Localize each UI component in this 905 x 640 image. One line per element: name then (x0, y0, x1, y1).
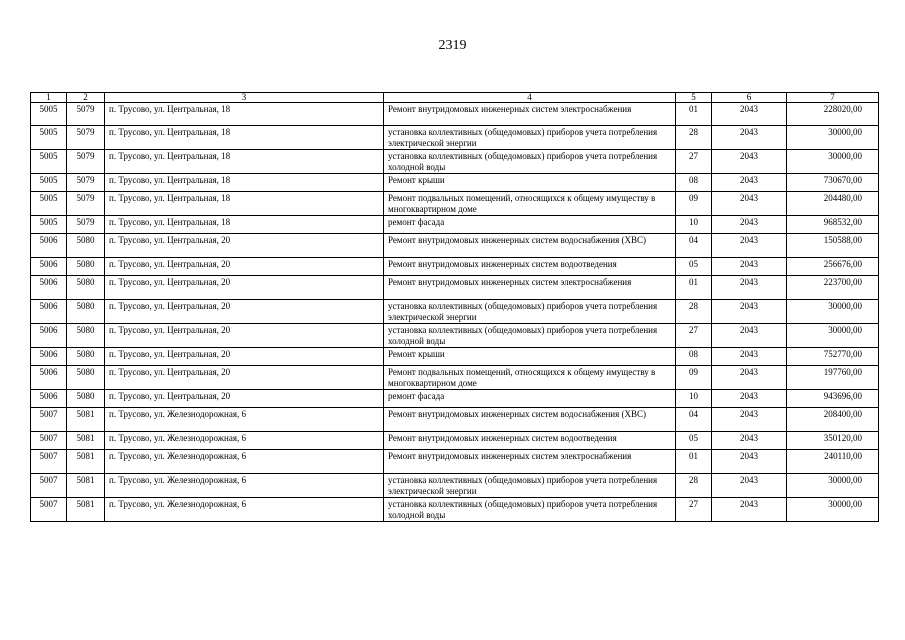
cell-work-type: ремонт фасада (384, 216, 676, 234)
cell-address: п. Трусово, ул. Центральная, 18 (105, 126, 384, 150)
cell-year: 2043 (712, 450, 787, 474)
cell-amount: 752770,00 (787, 348, 879, 366)
column-header: 6 (712, 93, 787, 103)
cell-address: п. Трусово, ул. Железнодорожная, 6 (105, 474, 384, 498)
cell-work-type: установка коллективных (общедомовых) приборов учета потребления холодной воды (384, 150, 676, 174)
cell-code: 27 (676, 324, 712, 348)
cell-col1: 5006 (31, 276, 67, 300)
cell-year: 2043 (712, 366, 787, 390)
cell-col1: 5005 (31, 103, 67, 126)
cell-code: 01 (676, 450, 712, 474)
cell-work-type: Ремонт внутридомовых инженерных систем водоснабжения (ХВС) (384, 408, 676, 432)
cell-amount: 240110,00 (787, 450, 879, 474)
cell-col1: 5006 (31, 300, 67, 324)
column-header: 3 (105, 93, 384, 103)
cell-col1: 5007 (31, 408, 67, 432)
cell-address: п. Трусово, ул. Центральная, 18 (105, 174, 384, 192)
cell-col2: 5080 (67, 390, 105, 408)
cell-work-type: установка коллективных (общедомовых) приборов учета потребления холодной воды (384, 498, 676, 522)
cell-col1: 5006 (31, 390, 67, 408)
cell-address: п. Трусово, ул. Железнодорожная, 6 (105, 450, 384, 474)
cell-col2: 5081 (67, 450, 105, 474)
cell-work-type: установка коллективных (общедомовых) приборов учета потребления холодной воды (384, 324, 676, 348)
table-row (31, 103, 879, 126)
cell-address: п. Трусово, ул. Железнодорожная, 6 (105, 498, 384, 522)
cell-col2: 5079 (67, 126, 105, 150)
cell-col2: 5081 (67, 474, 105, 498)
cell-amount: 150588,00 (787, 234, 879, 258)
cell-amount: 228020,00 (787, 103, 879, 126)
table-row (31, 276, 879, 300)
cell-address: п. Трусово, ул. Центральная, 20 (105, 300, 384, 324)
table-row (31, 216, 879, 234)
cell-address: п. Трусово, ул. Железнодорожная, 6 (105, 432, 384, 450)
table-row (31, 150, 879, 174)
table-row (31, 408, 879, 432)
cell-address: п. Трусово, ул. Центральная, 20 (105, 234, 384, 258)
cell-work-type: Ремонт крыши (384, 174, 676, 192)
cell-col1: 5005 (31, 174, 67, 192)
cell-col2: 5081 (67, 498, 105, 522)
table-row (31, 348, 879, 366)
cell-col2: 5080 (67, 258, 105, 276)
cell-col2: 5079 (67, 216, 105, 234)
cell-year: 2043 (712, 300, 787, 324)
cell-year: 2043 (712, 192, 787, 216)
cell-year: 2043 (712, 432, 787, 450)
cell-amount: 256676,00 (787, 258, 879, 276)
cell-year: 2043 (712, 258, 787, 276)
cell-address: п. Трусово, ул. Центральная, 18 (105, 216, 384, 234)
cell-col2: 5079 (67, 174, 105, 192)
cell-col1: 5005 (31, 126, 67, 150)
cell-address: п. Трусово, ул. Центральная, 20 (105, 390, 384, 408)
cell-year: 2043 (712, 324, 787, 348)
cell-year: 2043 (712, 150, 787, 174)
cell-col2: 5080 (67, 324, 105, 348)
cell-code: 04 (676, 234, 712, 258)
cell-year: 2043 (712, 103, 787, 126)
cell-address: п. Трусово, ул. Центральная, 18 (105, 192, 384, 216)
cell-amount: 30000,00 (787, 300, 879, 324)
cell-amount: 30000,00 (787, 150, 879, 174)
cell-work-type: установка коллективных (общедомовых) приборов учета потребления электрической энергии (384, 126, 676, 150)
cell-col2: 5080 (67, 234, 105, 258)
cell-work-type: Ремонт внутридомовых инженерных систем водоотведения (384, 258, 676, 276)
cell-amount: 223700,00 (787, 276, 879, 300)
cell-amount: 943696,00 (787, 390, 879, 408)
cell-code: 09 (676, 192, 712, 216)
cell-work-type: Ремонт подвальных помещений, относящихся к общему имуществу в многоквартирном доме (384, 366, 676, 390)
cell-code: 27 (676, 150, 712, 174)
cell-col1: 5005 (31, 150, 67, 174)
cell-col1: 5006 (31, 366, 67, 390)
cell-address: п. Трусово, ул. Центральная, 20 (105, 324, 384, 348)
cell-year: 2043 (712, 174, 787, 192)
cell-col2: 5080 (67, 276, 105, 300)
table-row (31, 432, 879, 450)
cell-year: 2043 (712, 474, 787, 498)
cell-col1: 5006 (31, 348, 67, 366)
cell-col1: 5007 (31, 450, 67, 474)
cell-code: 10 (676, 390, 712, 408)
cell-code: 28 (676, 126, 712, 150)
cell-col1: 5007 (31, 432, 67, 450)
table-row (31, 366, 879, 390)
cell-code: 04 (676, 408, 712, 432)
cell-col2: 5080 (67, 366, 105, 390)
cell-col1: 5006 (31, 258, 67, 276)
cell-col1: 5007 (31, 498, 67, 522)
cell-amount: 730670,00 (787, 174, 879, 192)
cell-col1: 5006 (31, 324, 67, 348)
cell-col1: 5005 (31, 192, 67, 216)
column-header: 5 (676, 93, 712, 103)
cell-year: 2043 (712, 126, 787, 150)
cell-code: 01 (676, 103, 712, 126)
cell-col1: 5006 (31, 234, 67, 258)
cell-address: п. Трусово, ул. Железнодорожная, 6 (105, 408, 384, 432)
cell-col2: 5080 (67, 348, 105, 366)
cell-year: 2043 (712, 216, 787, 234)
cell-code: 01 (676, 276, 712, 300)
cell-year: 2043 (712, 348, 787, 366)
cell-amount: 30000,00 (787, 498, 879, 522)
table-row (31, 300, 879, 324)
header-row (31, 93, 879, 103)
cell-col2: 5079 (67, 103, 105, 126)
cell-year: 2043 (712, 498, 787, 522)
column-header: 1 (31, 93, 67, 103)
cell-amount: 968532,00 (787, 216, 879, 234)
cell-work-type: установка коллективных (общедомовых) приборов учета потребления электрической энергии (384, 300, 676, 324)
cell-code: 27 (676, 498, 712, 522)
cell-work-type: Ремонт внутридомовых инженерных систем водоотведения (384, 432, 676, 450)
cell-amount: 30000,00 (787, 126, 879, 150)
cell-amount: 30000,00 (787, 324, 879, 348)
cell-amount: 208400,00 (787, 408, 879, 432)
table-row (31, 390, 879, 408)
cell-address: п. Трусово, ул. Центральная, 18 (105, 103, 384, 126)
column-header: 4 (384, 93, 676, 103)
cell-col2: 5080 (67, 300, 105, 324)
table-row (31, 174, 879, 192)
cell-address: п. Трусово, ул. Центральная, 20 (105, 366, 384, 390)
table-row (31, 258, 879, 276)
cell-code: 28 (676, 474, 712, 498)
cell-amount: 204480,00 (787, 192, 879, 216)
cell-work-type: Ремонт внутридомовых инженерных систем электроснабжения (384, 450, 676, 474)
works-table (30, 92, 879, 522)
column-header: 2 (67, 93, 105, 103)
cell-col1: 5005 (31, 216, 67, 234)
cell-address: п. Трусово, ул. Центральная, 18 (105, 150, 384, 174)
cell-code: 09 (676, 366, 712, 390)
cell-code: 28 (676, 300, 712, 324)
cell-col1: 5007 (31, 474, 67, 498)
table-row (31, 192, 879, 216)
cell-year: 2043 (712, 390, 787, 408)
cell-col2: 5079 (67, 192, 105, 216)
cell-year: 2043 (712, 408, 787, 432)
cell-code: 08 (676, 348, 712, 366)
cell-col2: 5081 (67, 432, 105, 450)
cell-work-type: Ремонт крыши (384, 348, 676, 366)
table-row (31, 450, 879, 474)
cell-work-type: Ремонт подвальных помещений, относящихся к общему имуществу в многоквартирном доме (384, 192, 676, 216)
column-header: 7 (787, 93, 879, 103)
cell-code: 08 (676, 174, 712, 192)
cell-code: 05 (676, 258, 712, 276)
cell-code: 05 (676, 432, 712, 450)
cell-address: п. Трусово, ул. Центральная, 20 (105, 348, 384, 366)
table-row (31, 474, 879, 498)
cell-work-type: Ремонт внутридомовых инженерных систем электроснабжения (384, 276, 676, 300)
cell-year: 2043 (712, 276, 787, 300)
cell-work-type: установка коллективных (общедомовых) приборов учета потребления электрической энергии (384, 474, 676, 498)
table-row (31, 324, 879, 348)
page-number: 2319 (438, 38, 467, 53)
cell-work-type: Ремонт внутридомовых инженерных систем электроснабжения (384, 103, 676, 126)
table-row (31, 126, 879, 150)
table-row (31, 498, 879, 522)
cell-address: п. Трусово, ул. Центральная, 20 (105, 276, 384, 300)
table-row (31, 234, 879, 258)
cell-amount: 197760,00 (787, 366, 879, 390)
cell-col2: 5081 (67, 408, 105, 432)
cell-amount: 350120,00 (787, 432, 879, 450)
cell-work-type: Ремонт внутридомовых инженерных систем водоснабжения (ХВС) (384, 234, 676, 258)
cell-code: 10 (676, 216, 712, 234)
cell-address: п. Трусово, ул. Центральная, 20 (105, 258, 384, 276)
cell-year: 2043 (712, 234, 787, 258)
cell-amount: 30000,00 (787, 474, 879, 498)
cell-col2: 5079 (67, 150, 105, 174)
cell-work-type: ремонт фасада (384, 390, 676, 408)
